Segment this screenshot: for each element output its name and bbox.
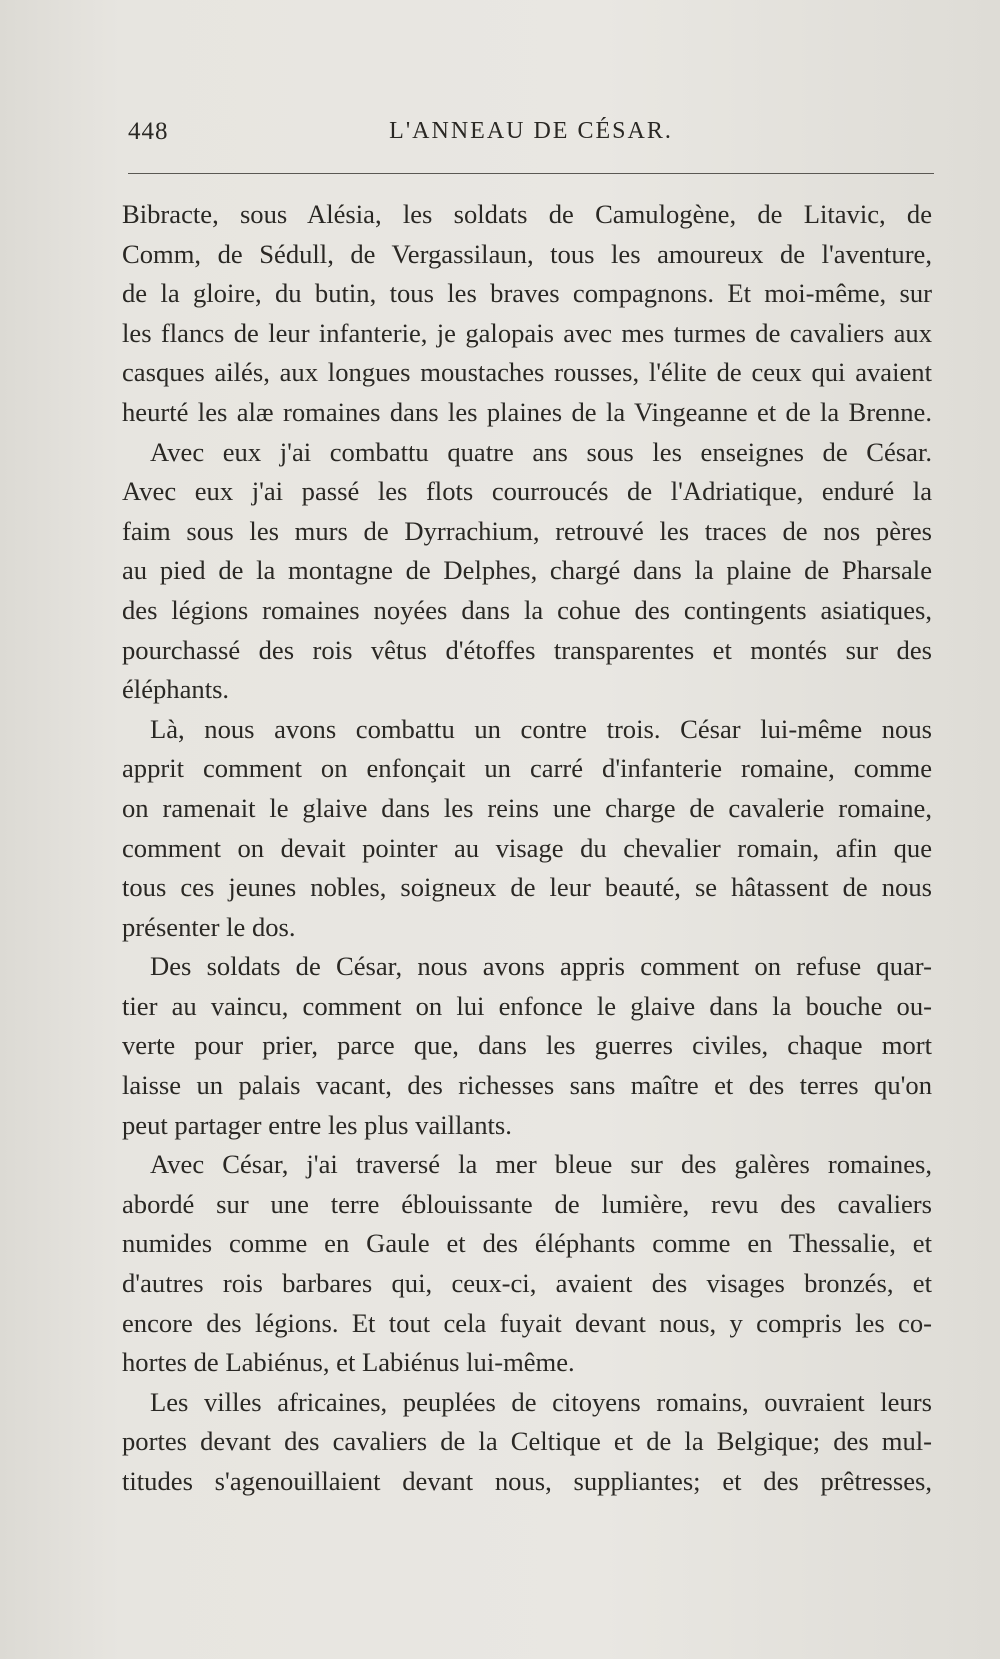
page-number: 448 [128,118,169,145]
text-line: Avec César, j'ai traversé la mer bleue sur des galères romaines, [150,1149,932,1180]
text-line: les flancs de leur infanterie, je galopais avec mes turmes de cavaliers aux [122,317,932,348]
body-text [122,195,932,1502]
text-line: Là, nous avons combattu un contre trois. César lui-même nous [150,713,932,744]
text-line: Avec eux j'ai combattu quatre ans sous les enseignes de César. [150,436,932,467]
text-line: faim sous les murs de Dyrrachium, retrouvé les traces de nos pères [122,515,932,546]
text-line: hortes de Labiénus, et Labiénus lui-même. [122,1347,575,1378]
text-line: présenter le dos. [122,911,296,942]
page-header [128,118,934,158]
text-line: Avec eux j'ai passé les flots courroucés de l'Adriatique, enduré la [122,476,932,507]
text-line: casques ailés, aux longues moustaches rousses, l'élite de ceux qui avaient [122,357,932,388]
text-line: apprit comment on enfonçait un carré d'infanterie romaine, comme [122,753,932,784]
text-line: de la gloire, du butin, tous les braves compagnons. Et moi-même, sur [122,278,932,309]
text-line: Les villes africaines, peuplées de citoyens romains, ouvraient leurs [150,1386,932,1417]
text-line: Des soldats de César, nous avons appris comment on refuse quar- [150,951,932,982]
text-line: d'autres rois barbares qui, ceux-ci, avaient des visages bronzés, et [122,1268,932,1299]
text-line: tous ces jeunes nobles, soigneux de leur beauté, se hâtassent de nous [122,872,932,903]
text-line: abordé sur une terre éblouissante de lumière, revu des cavaliers [122,1188,932,1219]
text-line: au pied de la montagne de Delphes, chargé dans la plaine de Pharsale [122,555,932,586]
text-line: heurté les alæ romaines dans les plaines de la Vingeanne et de la Brenne. [122,396,932,427]
text-line: comment on devait pointer au visage du chevalier romain, afin que [122,832,932,863]
text-line: Comm, de Sédull, de Vergassilaun, tous les amoureux de l'aventure, [122,238,932,269]
text-line: éléphants. [122,674,230,705]
text-line: laisse un palais vacant, des richesses sans maître et des terres qu'on [122,1070,932,1101]
text-line: titudes s'agenouillaient devant nous, suppliantes; et des prêtresses, [122,1466,932,1496]
text-line: Bibracte, sous Alésia, les soldats de Camulogène, de Litavic, de [122,199,932,229]
text-line: verte pour prier, parce que, dans les guerres civiles, chaque mort [122,1030,932,1061]
header-rule [128,173,934,174]
text-line: portes devant des cavaliers de la Celtique et de la Belgique; des mul- [122,1426,932,1457]
text-line: peut partager entre les plus vaillants. [122,1109,512,1140]
text-line: pourchassé des rois vêtus d'étoffes transparentes et montés sur des [122,634,932,665]
text-line: encore des légions. Et tout cela fuyait devant nous, y compris les co- [122,1307,932,1338]
text-line: tier au vaincu, comment on lui enfonce le glaive dans la bouche ou- [122,990,932,1021]
text-line: des légions romaines noyées dans la cohue des contingents asiatiques, [122,594,932,625]
running-title: L'ANNEAU DE CÉSAR. [389,118,673,144]
text-line: numides comme en Gaule et des éléphants comme en Thessalie, et [122,1228,932,1259]
text-line: on ramenait le glaive dans les reins une charge de cavalerie romaine, [122,792,932,823]
